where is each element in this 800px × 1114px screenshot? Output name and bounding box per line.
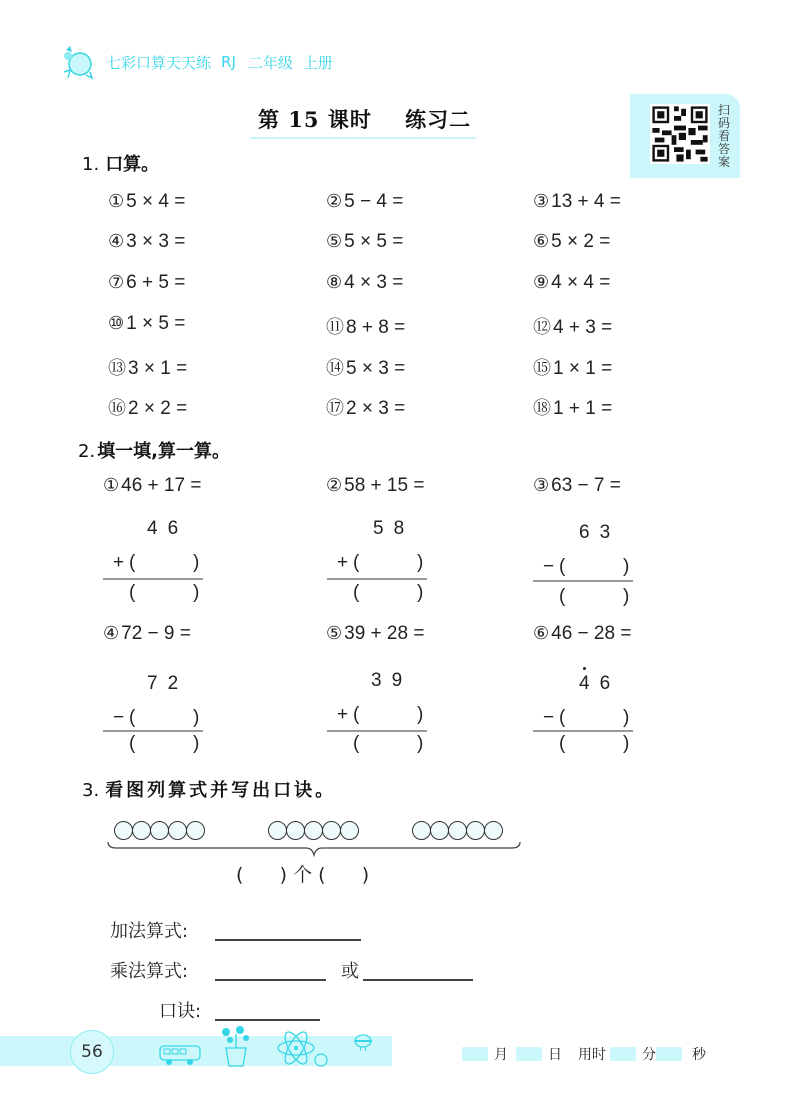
calc-line: [327, 730, 427, 732]
bird-icon: [352, 1032, 376, 1052]
oral-item: ⑭ 5 × 3 =: [326, 358, 406, 379]
section-2-heading: 2. 填一填,算一算。: [78, 441, 231, 462]
rhyme-label: 口诀:: [159, 1001, 202, 1022]
day-field[interactable]: [516, 1047, 542, 1061]
multiplication-blank-1[interactable]: [215, 979, 326, 981]
date-time-row: 月 日 用时 分 秒: [462, 1044, 714, 1064]
multiplication-label: 乘法算式:: [110, 961, 189, 982]
oral-item: ⑮ 1 × 1 =: [533, 358, 613, 379]
edition: RJ: [221, 53, 236, 71]
circle-group: [114, 821, 204, 840]
addition-blank[interactable]: [215, 939, 361, 941]
oral-item: ⑩ 1 × 5 =: [108, 313, 186, 334]
oral-item: ⑱ 1 + 1 =: [533, 398, 613, 419]
atom-icon: [272, 1030, 332, 1070]
oral-item: ⑬ 3 × 1 =: [108, 358, 188, 379]
volume: 上册: [302, 53, 333, 72]
calc-line: [533, 730, 633, 732]
fill-item-expression: ⑤ 39 + 28 =: [326, 623, 425, 644]
oral-item: ② 5 − 4 =: [326, 191, 404, 212]
seconds-field[interactable]: [656, 1047, 682, 1061]
oral-item: ⑤ 5 × 5 =: [326, 231, 404, 252]
plant-icon: [218, 1024, 254, 1068]
vertical-calc: 58 + ( ) ( ): [327, 518, 427, 618]
oral-item: ⑨ 4 × 4 =: [533, 272, 611, 293]
fill-item-expression: ② 58 + 15 =: [326, 475, 425, 496]
vertical-calc: 63 − ( ) ( ): [533, 522, 633, 622]
vertical-calc: 46 + ( ) ( ): [103, 518, 203, 618]
oral-item: ⑦ 6 + 5 =: [108, 272, 186, 293]
page-title: 第 15 课时 练习二: [258, 107, 472, 132]
rhyme-blank[interactable]: [215, 1019, 320, 1021]
grade: 二年级: [247, 53, 293, 72]
brace-icon: [106, 840, 522, 860]
calc-line: [103, 730, 203, 732]
or-label: 或: [341, 961, 359, 982]
series-name: 七彩口算天天练: [106, 53, 212, 72]
bus-icon: [158, 1044, 204, 1066]
calc-line: [103, 578, 203, 580]
oral-item: ⑪ 8 + 8 =: [326, 317, 406, 338]
vertical-calc: 46 − ( ) ( ): [533, 673, 633, 773]
section-1-heading: 1. 口算。: [82, 154, 160, 175]
qr-code-icon[interactable]: [650, 104, 710, 164]
oral-item: ⑰ 2 × 3 =: [326, 398, 406, 419]
minutes-field[interactable]: [610, 1047, 636, 1061]
circle-group: [412, 821, 502, 840]
month-field[interactable]: [462, 1047, 488, 1061]
oral-item: ① 5 × 4 =: [108, 191, 186, 212]
mascot-icon: [56, 42, 100, 82]
vertical-calc: 39 + ( ) ( ): [327, 670, 427, 770]
calc-line: [327, 578, 427, 580]
section-3-heading: 3. 看图列算式并写出口诀。: [82, 780, 337, 801]
fill-item-expression: ⑥ 46 − 28 =: [533, 623, 632, 644]
oral-item: ⑫ 4 + 3 =: [533, 317, 613, 338]
multiplication-blank-2[interactable]: [363, 979, 473, 981]
addition-label: 加法算式:: [110, 921, 189, 942]
circle-group: [268, 821, 358, 840]
oral-item: ⑥ 5 × 2 =: [533, 231, 611, 252]
fill-item-expression: ④ 72 − 9 =: [103, 623, 191, 644]
fill-item-expression: ③ 63 − 7 =: [533, 475, 621, 496]
page-number: 56: [70, 1030, 114, 1074]
oral-item: ⑧ 4 × 3 =: [326, 272, 404, 293]
oral-item: ③ 13 + 4 =: [533, 191, 621, 212]
brace-caption: ( ) 个 ( ): [236, 864, 370, 886]
oral-item: ④ 3 × 3 =: [108, 231, 186, 252]
borrow-dot: [583, 667, 586, 670]
title-underline: [250, 137, 476, 139]
qr-label: 扫码看答案: [718, 103, 731, 169]
calc-line: [533, 580, 633, 582]
oral-item: ⑯ 2 × 2 =: [108, 398, 188, 419]
fill-item-expression: ① 46 + 17 =: [103, 475, 202, 496]
vertical-calc: 72 − ( ) ( ): [103, 673, 203, 773]
book-header: [56, 40, 335, 84]
